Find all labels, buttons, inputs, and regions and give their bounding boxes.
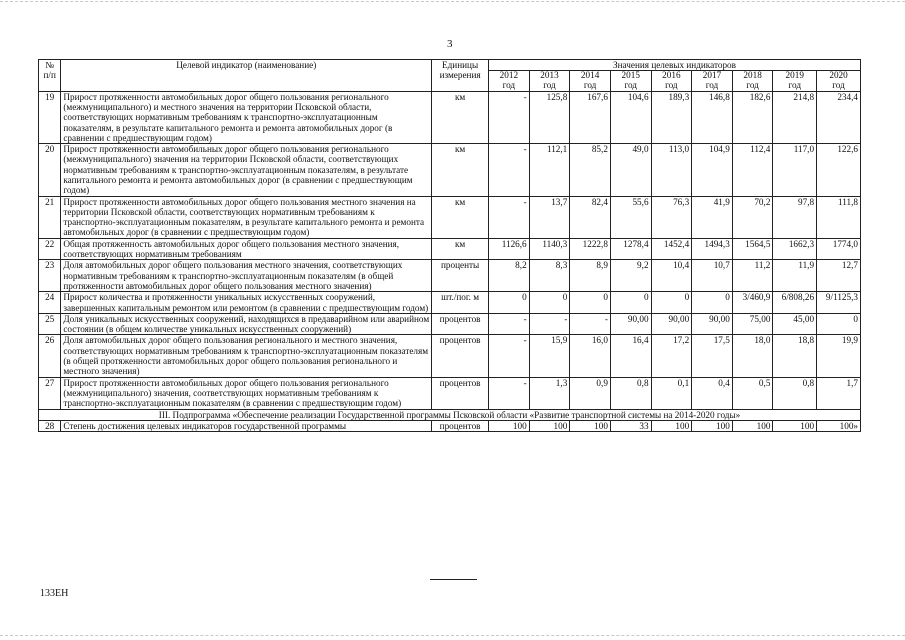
indicator-value-2012: - (489, 91, 530, 143)
header-name: Целевой индикатор (наименование) (61, 60, 432, 92)
indicator-value-2020: 9/1125,3 (817, 292, 861, 314)
indicator-value-2019: 18,8 (773, 335, 817, 377)
scan-edge-top (0, 1, 905, 2)
indicator-value-2017: 1494,3 (692, 238, 733, 260)
header-year-suffix: год (502, 79, 516, 90)
header-year-suffix: год (746, 79, 759, 90)
indicator-unit: км (432, 196, 489, 238)
indicator-value-2016: 100 (651, 420, 692, 431)
header-year-label: 2018 (743, 70, 762, 81)
indicator-unit: шт./пог. м (432, 292, 489, 314)
table-row (39, 91, 861, 143)
indicator-value-2013: 100 (529, 420, 570, 431)
indicator-name: Прирост протяженности автомобильных дорог общего пользования регионального (межмуниципального) значения на территории Псковской области, соответствующих нормативным требованиям к транспортно-эксплуатационным показателям, в результате капитального ремонта и ремонта автомобильных дорог (в сравнении с предшествующим годом) (61, 144, 432, 196)
indicator-value-2016: 17,2 (651, 335, 692, 377)
indicator-value-2019: 100 (773, 420, 817, 431)
table-row (39, 377, 861, 409)
indicator-name: Степень достижения целевых индикаторов государственной программы (61, 420, 432, 431)
indicator-value-2020: 1,7 (817, 377, 861, 409)
indicator-unit: процентов (432, 377, 489, 409)
header-year-suffix: год (583, 79, 597, 90)
table-row (39, 292, 861, 314)
header-year-suffix: год (624, 79, 637, 90)
header-year-suffix: год (788, 79, 802, 90)
indicator-value-2013: 125,8 (529, 91, 570, 143)
table-row (39, 196, 861, 238)
header-unit: Единицы измерения (432, 60, 489, 92)
indicator-unit: процентов (432, 313, 489, 335)
table-row (39, 335, 861, 377)
indicator-value-2018: 75,00 (732, 313, 773, 335)
header-year-2020 (817, 71, 861, 91)
indicator-value-2020: 12,7 (817, 260, 861, 292)
indicator-number: 21 (39, 196, 61, 238)
indicator-value-2019: 117,0 (773, 144, 817, 196)
indicator-name: Доля автомобильных дорог общего пользования регионального и местного значения, соответствующих нормативным требованиям к транспортно-эксплуатационным показателям (в общей протяженности автомобильных дорог общего пользования регионального и местного значения) (61, 335, 432, 377)
indicator-value-2014: 8,9 (570, 260, 611, 292)
indicator-value-2017: 90,00 (692, 313, 733, 335)
page-number: 3 (447, 38, 453, 50)
indicator-value-2016: 113,0 (651, 144, 692, 196)
indicators-table (38, 59, 861, 432)
header-values-title: Значения целевых индикаторов (489, 60, 861, 71)
indicator-value-2015: 9,2 (610, 260, 651, 292)
indicator-number: 28 (39, 420, 61, 431)
indicator-value-2016: 189,3 (651, 91, 692, 143)
indicator-value-2020: 19,9 (817, 335, 861, 377)
indicator-value-2017: 41,9 (692, 196, 733, 238)
header-year-2018 (732, 71, 773, 91)
indicator-value-2020: 0 (817, 313, 861, 335)
table-row (39, 313, 861, 335)
table-row (39, 420, 861, 431)
header-year-label: 2015 (621, 70, 640, 81)
table-row (39, 260, 861, 292)
indicator-value-2012: - (489, 335, 530, 377)
indicator-value-2015: 49,0 (610, 144, 651, 196)
indicator-value-2014: 167,6 (570, 91, 611, 143)
indicator-value-2013: 112,1 (529, 144, 570, 196)
indicator-value-2012: 1126,6 (489, 238, 530, 260)
indicator-value-2017: 17,5 (692, 335, 733, 377)
indicator-value-2017: 100 (692, 420, 733, 431)
indicator-value-2012: 8,2 (489, 260, 530, 292)
footer-rule (430, 579, 477, 580)
indicator-value-2016: 0 (651, 292, 692, 314)
indicator-value-2020: 100» (817, 420, 861, 431)
indicator-value-2018: 1564,5 (732, 238, 773, 260)
indicator-value-2015: 1278,4 (610, 238, 651, 260)
indicator-name: Общая протяженность автомобильных дорог общего пользования местного значения, соответствующих нормативным требованиям (61, 238, 432, 260)
header-year-suffix: год (705, 79, 719, 90)
indicator-number: 24 (39, 292, 61, 314)
scan-edge-bottom (0, 635, 905, 636)
header-year-label: 2016 (662, 70, 681, 81)
indicator-value-2019: 6/808,26 (773, 292, 817, 314)
header-year-2013 (529, 71, 570, 91)
indicator-value-2016: 90,00 (651, 313, 692, 335)
table-row (39, 238, 861, 260)
indicator-value-2018: 18,0 (732, 335, 773, 377)
indicator-value-2015: 16,4 (610, 335, 651, 377)
indicator-value-2012: 0 (489, 292, 530, 314)
indicator-value-2013: 1140,3 (529, 238, 570, 260)
indicator-number: 20 (39, 144, 61, 196)
indicator-number: 22 (39, 238, 61, 260)
indicator-name: Доля уникальных искусственных сооружений, находящихся в предаварийном или аварийном состоянии (в общем количестве уникальных искусственных сооружений) (61, 313, 432, 335)
header-year-label: 2019 (785, 70, 804, 81)
indicator-unit: км (432, 91, 489, 143)
indicator-value-2018: 100 (732, 420, 773, 431)
indicator-number: 26 (39, 335, 61, 377)
indicator-value-2017: 0,4 (692, 377, 733, 409)
header-year-2016 (651, 71, 692, 91)
indicator-value-2018: 182,6 (732, 91, 773, 143)
indicator-value-2019: 45,00 (773, 313, 817, 335)
indicator-value-2016: 76,3 (651, 196, 692, 238)
indicator-value-2020: 122,6 (817, 144, 861, 196)
indicator-name: Прирост протяженности автомобильных дорог общего пользования регионального (межмуниципального) значения, соответствующих нормативным требованиям к транспортно-эксплуатационным показателям (в сравнении с предшествующим годом) (61, 377, 432, 409)
indicator-value-2019: 11,9 (773, 260, 817, 292)
indicator-unit: км (432, 144, 489, 196)
indicator-unit: проценты (432, 260, 489, 292)
indicator-value-2015: 55,6 (610, 196, 651, 238)
indicator-value-2017: 104,9 (692, 144, 733, 196)
indicator-value-2020: 1774,0 (817, 238, 861, 260)
indicator-unit: процентов (432, 420, 489, 431)
indicator-value-2013: 13,7 (529, 196, 570, 238)
header-year-2019 (773, 71, 817, 91)
header-year-label: 2014 (580, 70, 600, 81)
header-row-top (39, 60, 861, 71)
indicator-value-2013: 8,3 (529, 260, 570, 292)
indicator-value-2014: 85,2 (570, 144, 611, 196)
indicator-value-2013: 15,9 (529, 335, 570, 377)
header-num: № п/п (39, 60, 61, 92)
header-year-2015 (610, 71, 651, 91)
indicator-value-2014: 100 (570, 420, 611, 431)
indicator-value-2013: - (529, 313, 570, 335)
indicator-value-2014: 1222,8 (570, 238, 611, 260)
footer-code: 133ЕН (40, 588, 69, 599)
header-year-label: 2017 (702, 70, 722, 81)
header-year-suffix: год (543, 79, 556, 90)
indicator-value-2018: 3/460,9 (732, 292, 773, 314)
indicator-value-2020: 234,4 (817, 91, 861, 143)
indicator-value-2016: 10,4 (651, 260, 692, 292)
indicator-value-2019: 1662,3 (773, 238, 817, 260)
indicator-unit: процентов (432, 335, 489, 377)
indicator-value-2018: 70,2 (732, 196, 773, 238)
indicator-value-2012: - (489, 196, 530, 238)
indicator-value-2014: 16,0 (570, 335, 611, 377)
indicator-name: Прирост количества и протяженности уникальных искусственных сооружений, завершенных капитальным ремонтом или ремонтом (в сравнении с предшествующим годом) (61, 292, 432, 314)
indicator-value-2017: 10,7 (692, 260, 733, 292)
indicator-value-2012: - (489, 377, 530, 409)
indicator-value-2018: 11,2 (732, 260, 773, 292)
header-year-label: 2012 (499, 70, 519, 81)
header-year-2012 (489, 71, 530, 91)
header-year-label: 2013 (540, 70, 559, 81)
indicator-value-2019: 0,8 (773, 377, 817, 409)
indicator-value-2016: 0,1 (651, 377, 692, 409)
indicator-value-2019: 97,8 (773, 196, 817, 238)
indicator-value-2014: 0 (570, 292, 611, 314)
indicator-value-2015: 0 (610, 292, 651, 314)
indicator-value-2015: 104,6 (610, 91, 651, 143)
indicator-value-2013: 1,3 (529, 377, 570, 409)
indicator-value-2014: 0,9 (570, 377, 611, 409)
indicator-unit: км (432, 238, 489, 260)
indicator-value-2015: 0,8 (610, 377, 651, 409)
indicator-number: 19 (39, 91, 61, 143)
indicator-value-2013: 0 (529, 292, 570, 314)
indicator-value-2015: 90,00 (610, 313, 651, 335)
indicator-value-2018: 112,4 (732, 144, 773, 196)
indicator-value-2020: 111,8 (817, 196, 861, 238)
header-year-suffix: год (665, 79, 678, 90)
indicator-value-2012: - (489, 144, 530, 196)
indicator-value-2018: 0,5 (732, 377, 773, 409)
header-year-2014 (570, 71, 611, 91)
indicator-number: 23 (39, 260, 61, 292)
header-year-suffix: год (832, 79, 845, 90)
indicator-value-2017: 0 (692, 292, 733, 314)
indicator-value-2012: 100 (489, 420, 530, 431)
indicator-number: 27 (39, 377, 61, 409)
header-year-label: 2020 (829, 70, 848, 81)
header-year-2017 (692, 71, 733, 91)
indicator-value-2014: 82,4 (570, 196, 611, 238)
indicator-value-2012: - (489, 313, 530, 335)
indicator-name: Прирост протяженности автомобильных дорог общего пользования регионального (межмуниципального) и местного значения на территории Псковской области, соответствующих нормативным требованиям к транспортно-эксплуатационным показателям, в результате капитального ремонта и ремонта автомобильных дорог (в сравнении с предшествующим годом) (61, 91, 432, 143)
indicators-body (39, 91, 861, 432)
indicator-value-2019: 214,8 (773, 91, 817, 143)
indicator-name: Доля автомобильных дорог общего пользования местного значения, соответствующих нормативным требованиям к транспортно-эксплуатационным показателям (в общей протяженности автомобильных дорог общего пользования местного значения) (61, 260, 432, 292)
indicator-value-2016: 1452,4 (651, 238, 692, 260)
indicator-value-2015: 33 (610, 420, 651, 431)
indicator-name: Прирост протяженности автомобильных дорог общего пользования местного значения на территории Псковской области, соответствующих нормативным требованиям к транспортно-эксплуатационным показателям, в результате капитального ремонта и ремонта автомобильных дорог (в сравнении с предшествующим годом) (61, 196, 432, 238)
indicator-value-2017: 146,8 (692, 91, 733, 143)
subprogram-row (39, 409, 861, 420)
indicator-number: 25 (39, 313, 61, 335)
indicator-value-2014: - (570, 313, 611, 335)
table-row (39, 144, 861, 196)
subprogram-title: III. Подпрограмма «Обеспечение реализации Государственной программы Псковской области «Развитие транспортной системы на 2014-2020 годы» (39, 409, 861, 420)
